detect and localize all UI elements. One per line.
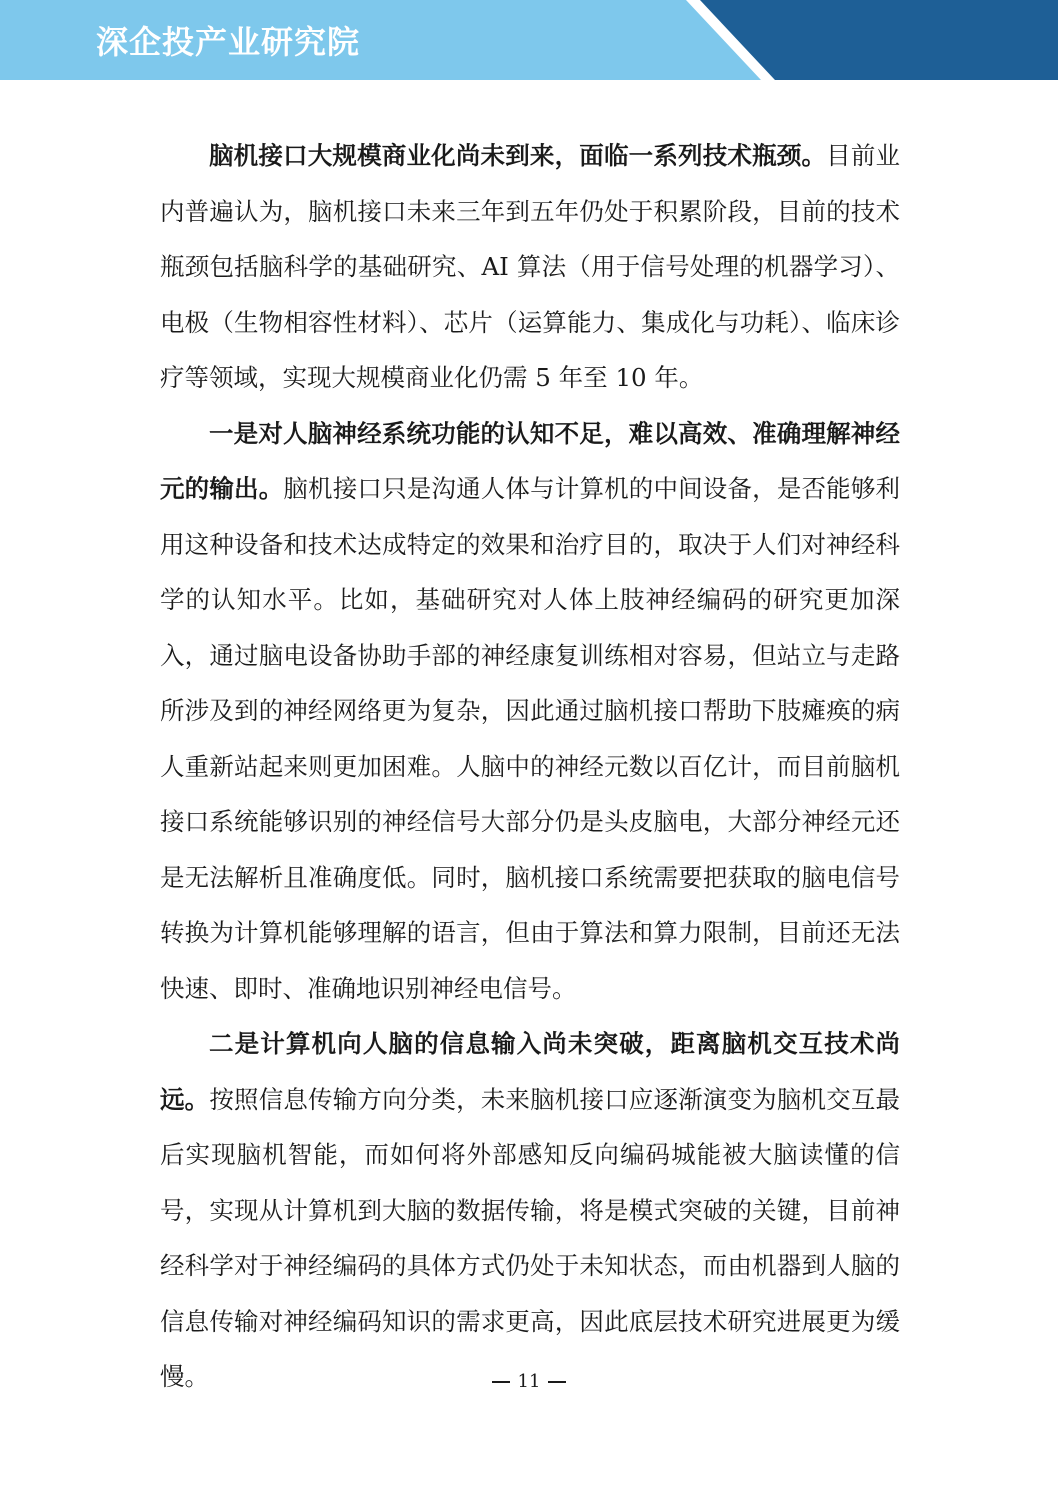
paragraph-3 (160, 1016, 900, 1405)
page-header-banner (0, 0, 1058, 80)
document-body (160, 128, 900, 1405)
paragraph-1-text: 目前业内普遍认为，脑机接口未来三年到五年仍处于积累阶段，目前的技术瓶颈包括脑科学的基础研究、AI 算法（用于信号处理的机器学习）、电极（生物相容性材料）、芯片（运算能力、集成化与功耗）、临床诊疗等领域，实现大规模商业化仍需 5 年至 10 年。 (160, 141, 901, 392)
paragraph-2 (160, 406, 900, 1017)
paragraph-3-text: 按照信息传输方向分类，未来脑机接口应逐渐演变为脑机交互最后实现脑机智能，而如何将外部感知反向编码城能被大脑读懂的信号，实现从计算机到大脑的数据传输，将是模式突破的关键，目前神经科学对于神经编码的具体方式仍处于未知状态，而由机器到人脑的信息传输对神经编码知识的需求更高，因此底层技术研究进展更为缓慢。 (160, 1084, 901, 1391)
paragraph-3-heading: 二是计算机向人脑的信息输入尚未突破，距离脑机交互技术尚远。 (160, 1029, 900, 1114)
page-number-dash-right (548, 1381, 566, 1383)
page-number-dash-left (492, 1381, 510, 1383)
page-number (0, 1370, 1058, 1394)
page-number-value: 11 (517, 1371, 541, 1392)
paragraph-2-heading: 一是对人脑神经系统功能的认知不足，难以高效、准确理解神经元的输出。 (160, 418, 900, 503)
paragraph-2-text: 脑机接口只是沟通人体与计算机的中间设备，是否能够利用这种设备和技术达成特定的效果和治疗目的，取决于人们对神经科学的认知水平。比如，基础研究对人体上肢神经编码的研究更加深入，通过脑电设备协助手部的神经康复训练相对容易，但站立与走路所涉及到的神经网络更为复杂，因此通过脑机接口帮助下肢瘫痪的病人重新站起来则更加困难。人脑中的神经元数以百亿计，而目前脑机接口系统能够识别的神经信号大部分仍是头皮脑电，大部分神经元还是无法解析且准确度低。同时，脑机接口系统需要把获取的脑电信号转换为计算机能够理解的语言，但由于算法和算力限制，目前还无法快速、即时、准确地识别神经电信号。 (160, 474, 901, 1003)
paragraph-1 (160, 128, 900, 406)
brand-title: 深企投产业研究院 (96, 23, 361, 61)
paragraph-1-heading: 脑机接口大规模商业化尚未到来，面临一系列技术瓶颈。 (209, 141, 827, 170)
